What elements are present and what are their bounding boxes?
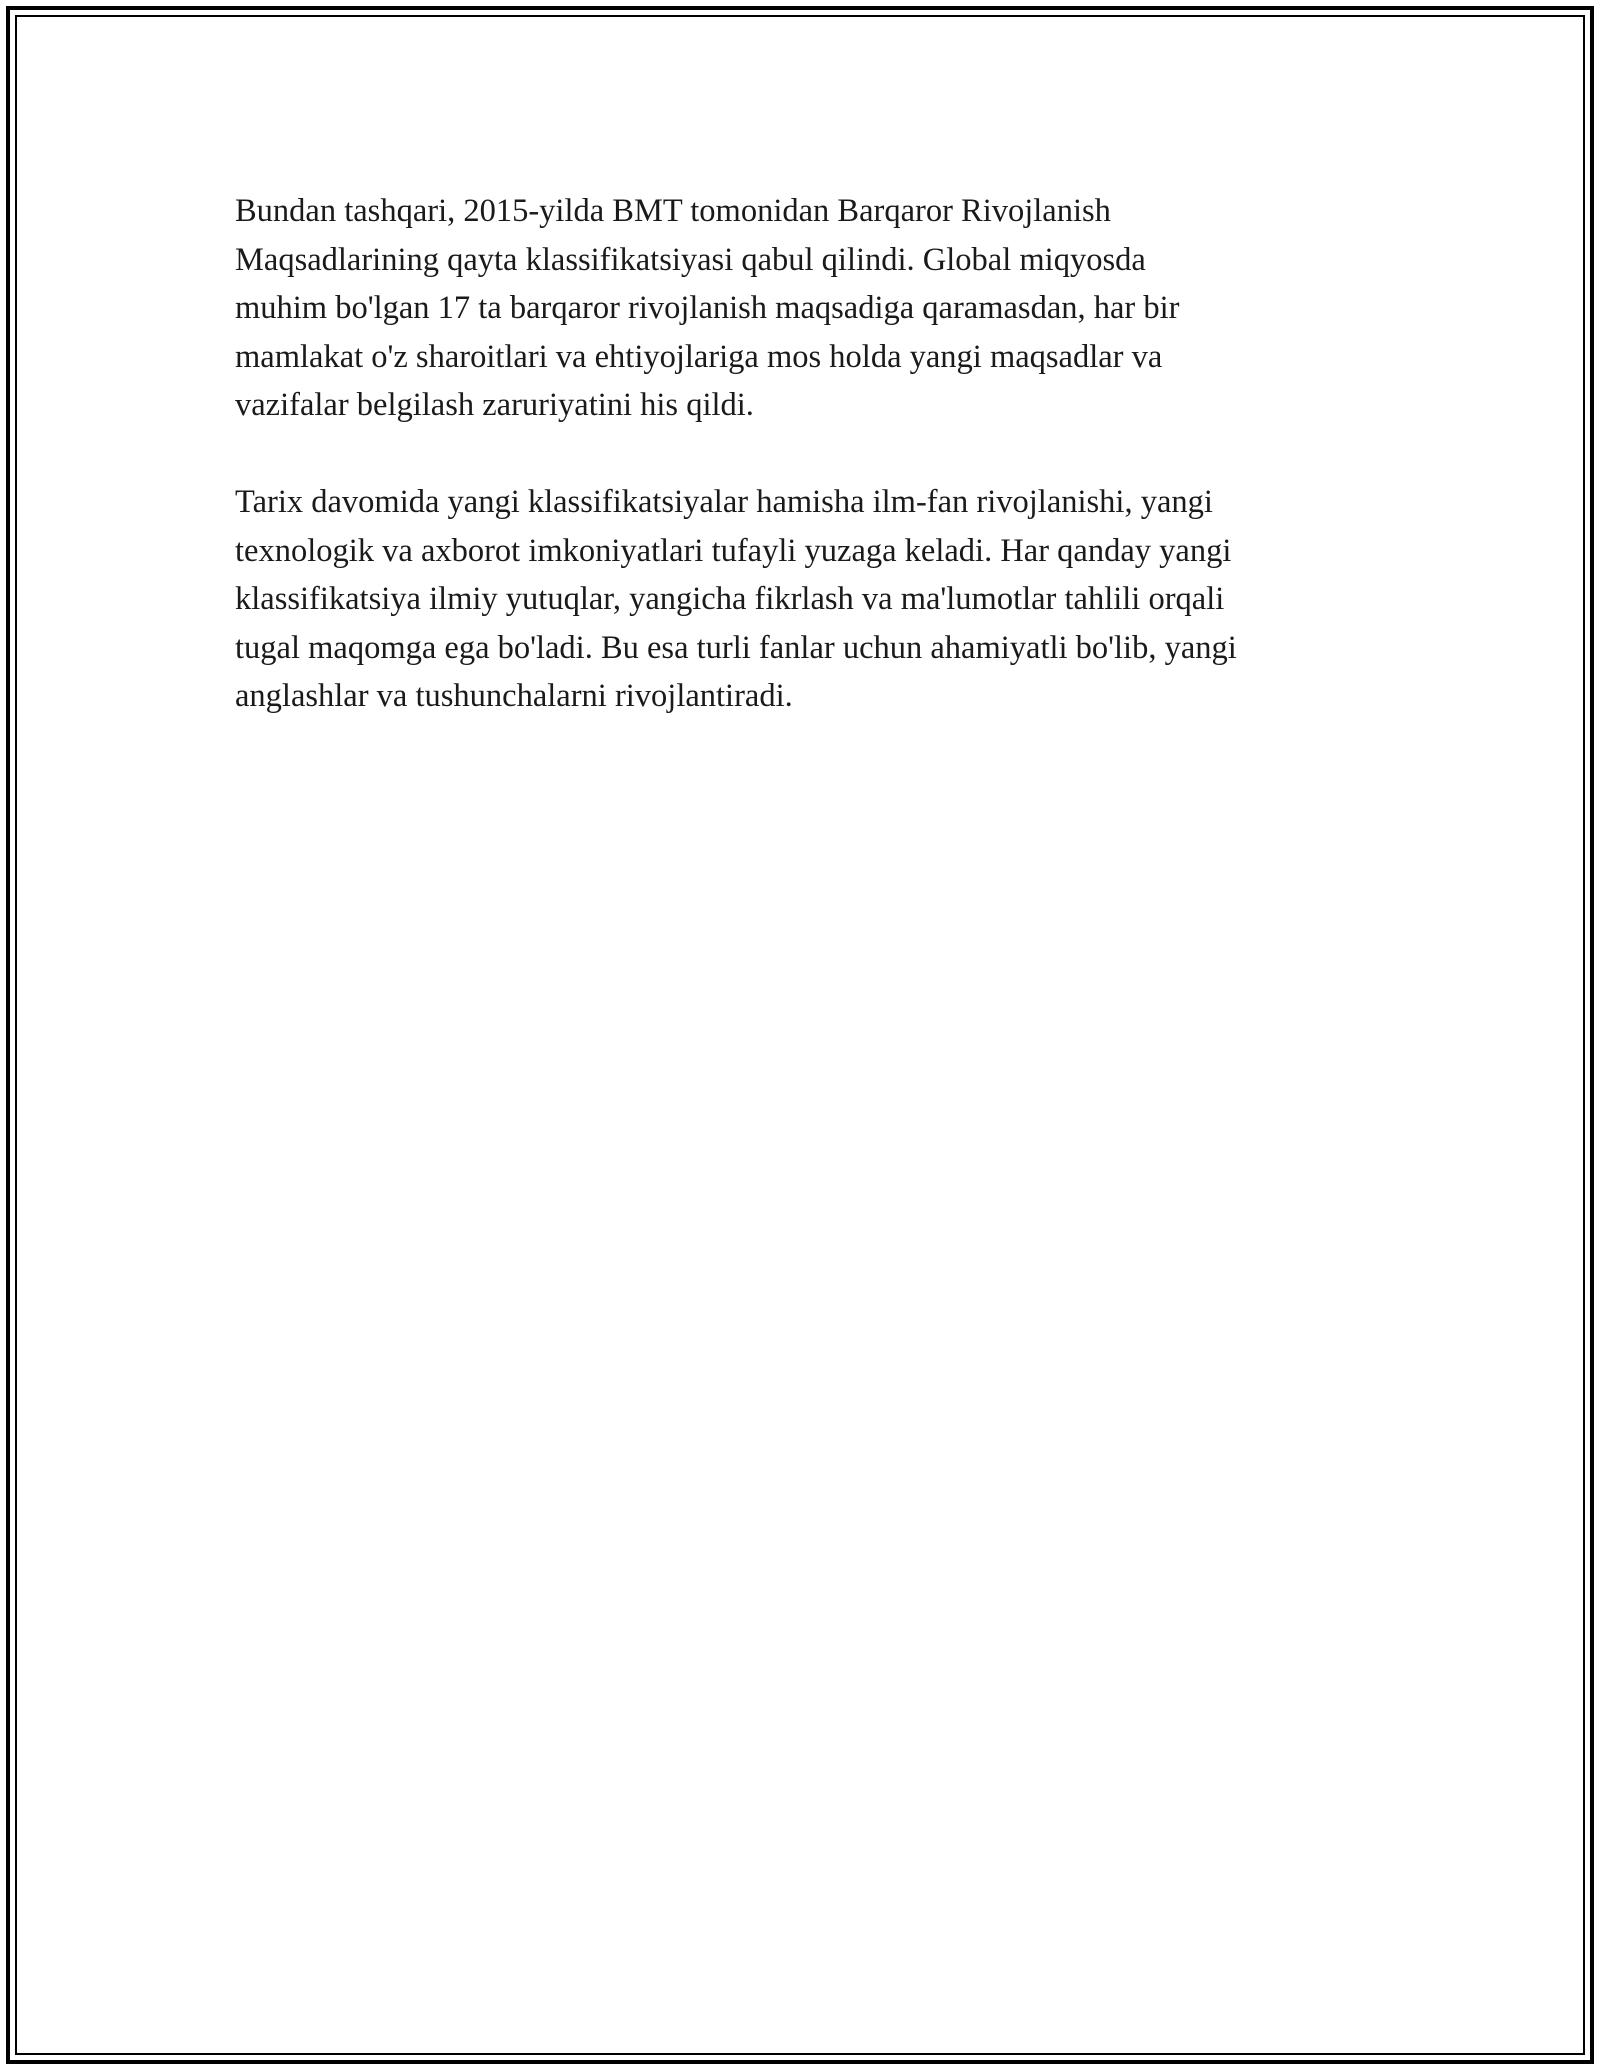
paragraph-line: Maqsadlarining qayta klassifikatsiyasi qabul qilindi. Global miqyosda <box>235 241 1146 278</box>
document-body <box>235 187 1395 721</box>
paragraph-line: tugal maqomga ega bo'ladi. Bu esa turli fanlar uchun ahamiyatli bo'lib, yangi <box>235 629 1237 666</box>
paragraph-line: muhim bo'lgan 17 ta barqaror rivojlanish maqsadiga qaramasdan, har bir <box>235 290 1180 326</box>
paragraph-line: vazifalar belgilash zaruriyatini his qildi. <box>235 387 754 423</box>
paragraph-line: Bundan tashqari, 2015-yilda BMT tomonidan Barqaror Rivojlanish <box>235 193 1111 229</box>
paragraph-2 <box>235 478 1395 721</box>
paragraph-line: klassifikatsiya ilmiy yutuqlar, yangicha fikrlash va ma'lumotlar tahlili orqali <box>235 581 1225 617</box>
paragraph-line: texnologik va axborot imkoniyatlari tufayli yuzaga keladi. Har qanday yangi <box>235 532 1232 569</box>
paragraph-line: Tarix davomida yangi klassifikatsiyalar hamisha ilm-fan rivojlanishi, yangi <box>235 484 1213 520</box>
paragraph-line: anglashlar va tushunchalarni rivojlantiradi. <box>235 678 793 714</box>
paragraph-line: mamlakat o'z sharoitlari va ehtiyojlariga mos holda yangi maqsadlar va <box>235 338 1163 375</box>
paragraph-1 <box>235 187 1395 430</box>
